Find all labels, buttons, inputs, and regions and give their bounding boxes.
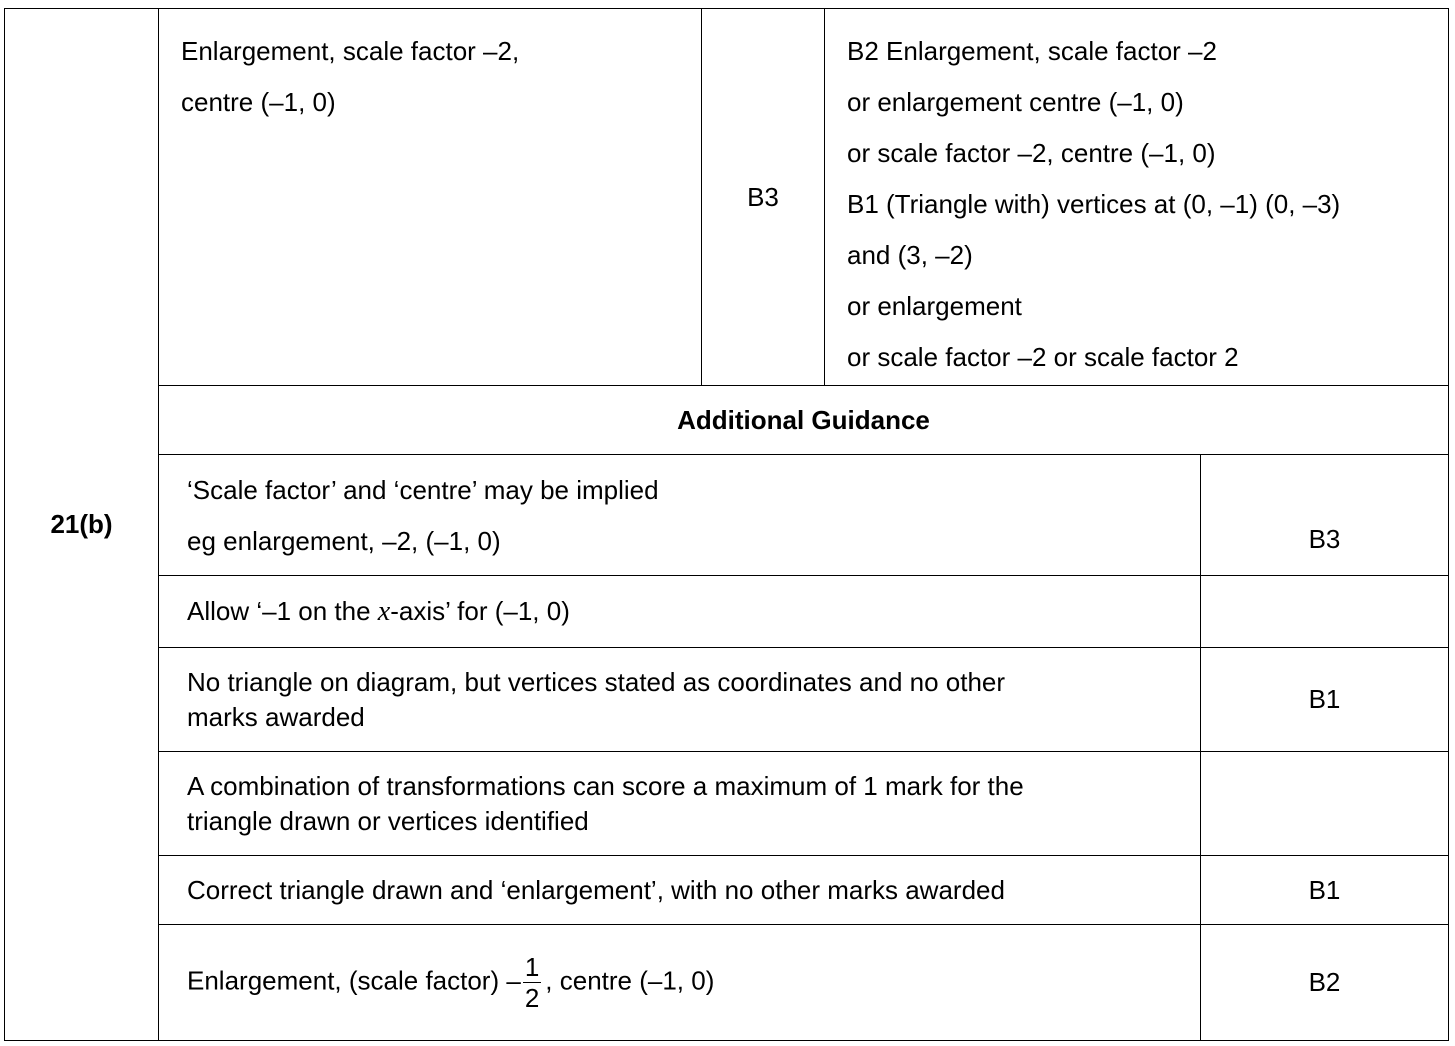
guidance-text-part: -axis’ for (–1, 0) — [390, 596, 570, 626]
guidance-mark: B1 — [1201, 648, 1449, 752]
guidance-text — [159, 752, 1201, 856]
guidance-text — [159, 925, 1201, 1041]
mark-scheme-table — [4, 8, 1448, 1040]
guidance-mark — [1201, 576, 1449, 648]
guidance-mark: B2 — [1201, 925, 1449, 1041]
guidance-line: eg enlargement, –2, (–1, 0) — [187, 526, 501, 556]
guidance-text — [159, 856, 1201, 925]
guidance-line: marks awarded — [187, 701, 365, 732]
comment-line: or enlargement centre (–1, 0) — [847, 87, 1184, 117]
answer-line: centre (–1, 0) — [181, 87, 336, 117]
guidance-mark — [1201, 752, 1449, 856]
guidance-text — [159, 648, 1201, 752]
fraction — [523, 952, 541, 1013]
guidance-line: ‘Scale factor’ and ‘centre’ may be implied — [187, 475, 659, 505]
guidance-line: Correct triangle drawn and ‘enlargement’, with no other marks awarded — [187, 874, 1005, 905]
comment-line: B2 Enlargement, scale factor –2 — [847, 36, 1217, 66]
guidance-text — [159, 576, 1201, 648]
guidance-text-part: Enlargement, (scale factor) – — [187, 965, 521, 996]
comment-line: or enlargement — [847, 291, 1022, 321]
guidance-text-part: Allow ‘–1 on the — [187, 596, 378, 626]
x-variable: x — [377, 596, 391, 627]
mark-cell: B3 — [702, 9, 825, 386]
guidance-line: triangle drawn or vertices identified — [187, 805, 589, 836]
answer-cell — [159, 9, 702, 386]
answer-line: Enlargement, scale factor –2, — [181, 36, 520, 66]
comments-cell — [825, 9, 1449, 386]
guidance-heading: Additional Guidance — [159, 386, 1449, 455]
guidance-text-part: , centre (–1, 0) — [545, 965, 715, 996]
guidance-mark: B1 — [1201, 856, 1449, 925]
comment-line: and (3, –2) — [847, 240, 973, 270]
mark-scheme-grid — [4, 8, 1449, 1041]
comment-line: B1 (Triangle with) vertices at (0, –1) (0, –3) — [847, 189, 1341, 219]
comment-line: or scale factor –2, centre (–1, 0) — [847, 138, 1216, 168]
fraction-numerator: 1 — [524, 952, 540, 982]
question-number: 21(b) — [5, 9, 159, 1041]
fraction-denominator: 2 — [524, 983, 540, 1013]
guidance-line: A combination of transformations can score a maximum of 1 mark for the — [187, 770, 1024, 801]
guidance-text — [159, 455, 1201, 576]
comment-line: or scale factor –2 or scale factor 2 — [847, 342, 1239, 372]
guidance-line: No triangle on diagram, but vertices stated as coordinates and no other — [187, 666, 1006, 697]
guidance-mark: B3 — [1201, 455, 1449, 576]
